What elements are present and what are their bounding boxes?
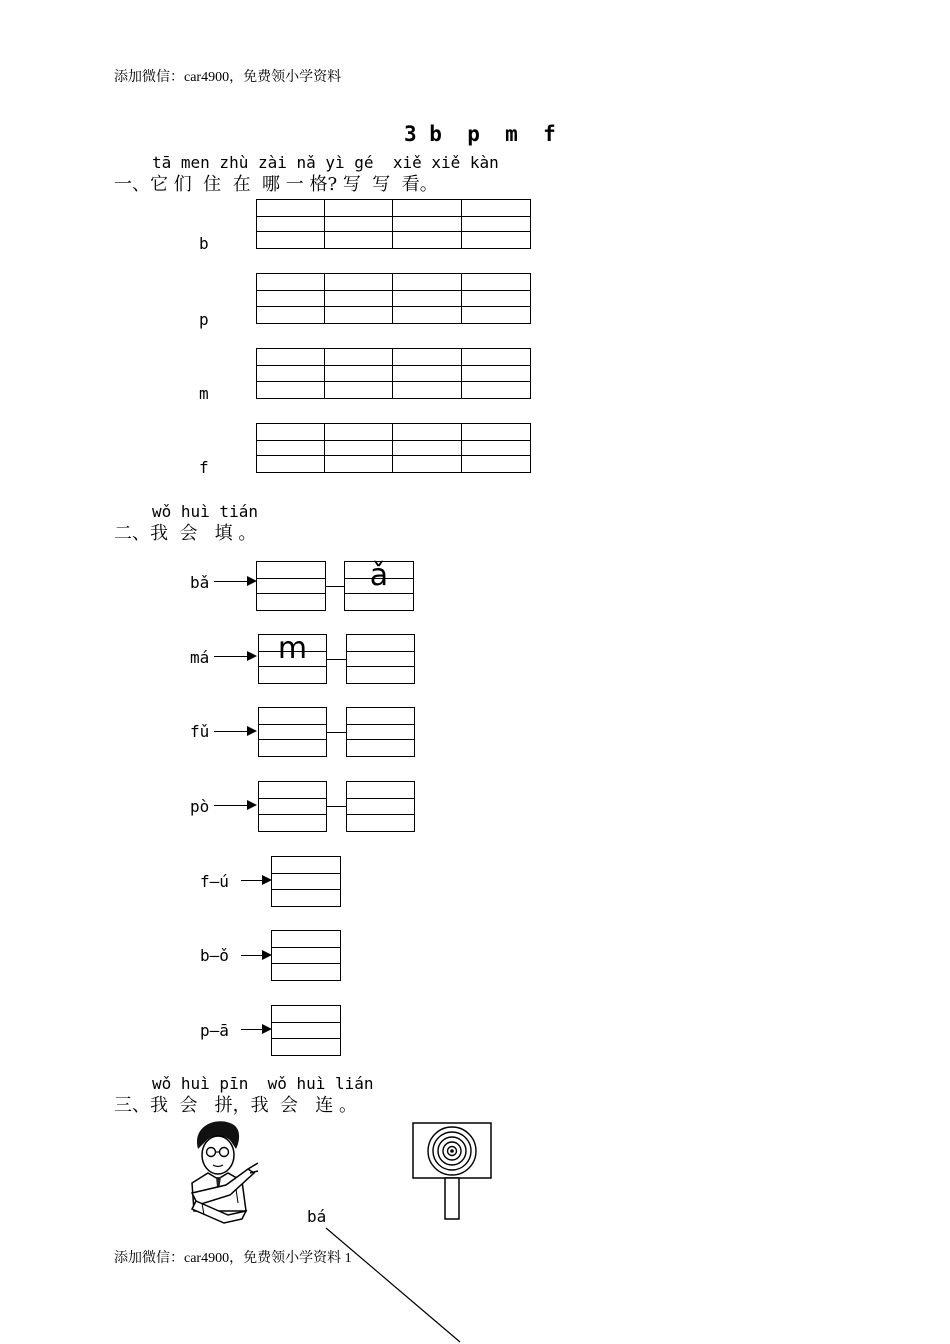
answer-cell[interactable]	[271, 930, 341, 981]
section1-pinyin: tā men zhù zài nǎ yì gé xiě xiě kàn	[152, 153, 499, 172]
pinyin-label: fǔ	[190, 722, 210, 741]
section2-heading: 二、我 会 填 。	[114, 523, 257, 544]
arrow-icon	[214, 656, 248, 657]
letter-f: f	[199, 458, 209, 477]
arrow-icon	[241, 955, 263, 956]
writing-cell[interactable]	[256, 273, 325, 324]
connector-line	[327, 806, 346, 807]
writing-cell[interactable]	[392, 423, 462, 473]
footer-note: 添加微信：car4900，免费领小学资料 1	[114, 1251, 352, 1266]
pinyin-combination-label: f—ú	[200, 872, 229, 891]
pinyin-combination-label: p—ā	[200, 1021, 229, 1040]
connector-line	[326, 586, 344, 587]
match-word: bá	[307, 1207, 327, 1226]
pinyin-label: má	[190, 648, 210, 667]
cell-text: m	[277, 631, 308, 666]
writing-cell[interactable]	[461, 423, 531, 473]
letter-m: m	[199, 384, 209, 403]
writing-cell[interactable]	[324, 423, 393, 473]
page-title: 3 b p m f	[404, 122, 556, 146]
letter-b: b	[199, 234, 209, 253]
arrow-icon	[241, 1029, 263, 1030]
teacher-pointing-icon	[184, 1119, 260, 1225]
writing-cell[interactable]	[324, 273, 393, 324]
writing-cell[interactable]	[256, 348, 325, 399]
pinyin-label: bǎ	[190, 573, 210, 592]
answer-cell[interactable]	[271, 856, 341, 907]
writing-cell[interactable]	[324, 348, 393, 399]
answer-cell-final[interactable]	[346, 634, 415, 684]
letter-p: p	[199, 310, 209, 329]
answer-cell-final[interactable]	[344, 558, 414, 611]
writing-cell[interactable]	[392, 273, 462, 324]
writing-cell[interactable]	[256, 423, 325, 473]
arrow-icon	[214, 805, 248, 806]
pinyin-label: pò	[190, 797, 210, 816]
header-note: 添加微信：car4900，免费领小学资料	[114, 70, 342, 85]
writing-cell[interactable]	[392, 348, 462, 399]
section3-pinyin: wǒ huì pīn wǒ huì lián	[152, 1074, 374, 1093]
writing-cell[interactable]	[461, 273, 531, 324]
writing-cell[interactable]	[324, 199, 393, 249]
cell-text: ǎ	[369, 558, 389, 593]
answer-cell-final[interactable]	[346, 707, 415, 757]
writing-cell[interactable]	[392, 199, 462, 249]
writing-cell[interactable]	[461, 199, 531, 249]
section2-pinyin: wǒ huì tián	[152, 502, 258, 521]
arrow-icon	[214, 581, 248, 582]
arrow-head-icon	[247, 726, 257, 736]
answer-cell-initial[interactable]	[258, 631, 327, 684]
writing-cell[interactable]	[256, 199, 325, 249]
connector-line	[327, 659, 346, 660]
arrow-icon	[241, 880, 263, 881]
answer-cell-final[interactable]	[346, 781, 415, 832]
section1-heading: 一、它 们 住 在 哪 一 格? 写 写 看。	[114, 174, 438, 195]
answer-cell-initial[interactable]	[258, 781, 327, 832]
arrow-icon	[214, 731, 248, 732]
answer-cell[interactable]	[271, 1005, 341, 1056]
section3-heading: 三、我 会 拼，我 会 连 。	[114, 1095, 357, 1116]
target-sign-icon	[411, 1121, 493, 1221]
pinyin-combination-label: b—ǒ	[200, 946, 229, 965]
answer-cell-initial[interactable]	[258, 707, 327, 757]
matching-line	[320, 1224, 470, 1344]
answer-cell-initial[interactable]	[256, 561, 326, 611]
connector-line	[327, 732, 346, 733]
arrow-head-icon	[247, 800, 257, 810]
writing-cell[interactable]	[461, 348, 531, 399]
arrow-head-icon	[247, 651, 257, 661]
